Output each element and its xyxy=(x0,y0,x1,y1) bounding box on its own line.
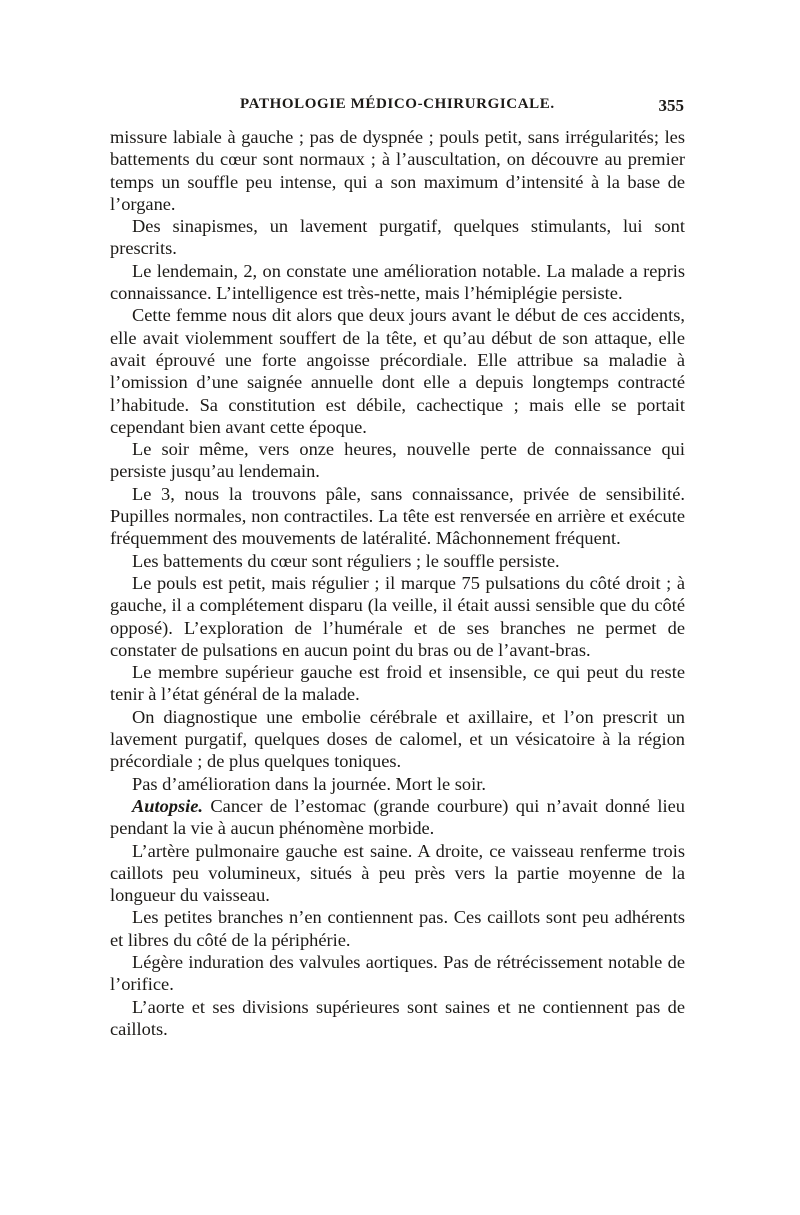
paragraph: L’artère pulmonaire gauche est saine. A droite, ce vaisseau renferme trois caillots peu volumineux, situés à peu près vers la partie moyenne de la longueur du vaisseau. xyxy=(110,840,685,906)
paragraph: Le membre supérieur gauche est froid et insensible, ce qui peut du reste tenir à l’état général de la malade. xyxy=(110,662,685,705)
paragraph: Les petites branches n’en contiennent pas. Ces caillots sont peu adhérents et libres du côté de la périphérie. xyxy=(110,907,685,950)
paragraph: Le lendemain, 2, on constate une amélioration notable. La malade a repris connaissance. L’intelligence est très-nette, mais l’hémiplégie persiste. xyxy=(110,260,685,304)
paragraph: Le soir même, vers onze heures, nouvelle perte de connaissance qui persiste jusqu’au lendemain. xyxy=(110,439,685,482)
autopsy-label: Autopsie. xyxy=(132,795,204,816)
paragraph: L’aorte et ses divisions supérieures sont saines et ne contiennent pas de caillots. xyxy=(110,996,685,1039)
autopsy-text: Cancer de l’estomac (grande courbure) qui n’avait donné lieu pendant la vie à aucun phénomène morbide. xyxy=(110,795,685,839)
paragraph: Les battements du cœur sont réguliers ; le souffle persiste. xyxy=(132,550,560,571)
page-number: 355 xyxy=(658,96,684,115)
paragraph: Des sinapismes, un lavement purgatif, quelques stimulants, lui sont prescrits. xyxy=(110,216,685,259)
paragraph: Cette femme nous dit alors que deux jours avant le début de ces accidents, elle avait violemment souffert de la tête, et qu’au début de son attaque, elle avait éprouvé une forte angoisse précordiale. Elle attribue sa maladie à l’omission d’une saignée annuelle dont elle a depuis longtemps contracté l’habitude. Sa constitution est débile, cachectique ; mais elle se portait cependant bien avant cette époque. xyxy=(110,305,685,437)
autopsy-paragraph xyxy=(110,795,685,840)
paragraph: Légère induration des valvules aortiques. Pas de rétrécissement notable de l’orifice. xyxy=(110,951,685,995)
paragraph: Le pouls est petit, mais régulier ; il marque 75 pulsations du côté droit ; à gauche, il a complétement disparu (la veille, il était aussi sensible que du côté opposé). L’exploration de l’humérale et de ses branches ne permet de constater de pulsations en aucun point du bras ou de l’avant-bras. xyxy=(110,572,685,660)
body-text xyxy=(110,126,685,1040)
paragraph: Pas d’amélioration dans la journée. Mort le soir. xyxy=(132,773,486,794)
paragraph: On diagnostique une embolie cérébrale et axillaire, et l’on prescrit un lavement purgatif, quelques doses de calomel, et un vésicatoire à la région précordiale ; de plus quelques toniques. xyxy=(110,706,685,772)
running-title: PATHOLOGIE MÉDICO-CHIRURGICALE. xyxy=(240,96,555,112)
paragraph: Le 3, nous la trouvons pâle, sans connaissance, privée de sensibilité. Pupilles normales, non contractiles. La tête est renversée en arrière et exécute fréquemment des mouvements de latéralité. Mâchonnement fréquent. xyxy=(110,483,685,549)
paragraph: missure labiale à gauche ; pas de dyspnée ; pouls petit, sans irrégularités; les battements du cœur sont normaux ; à l’auscultation, on découvre au premier temps un souffle peu intense, qui a son maximum d’intensité à la base de l’organe. xyxy=(110,127,685,214)
page-header xyxy=(110,96,684,122)
